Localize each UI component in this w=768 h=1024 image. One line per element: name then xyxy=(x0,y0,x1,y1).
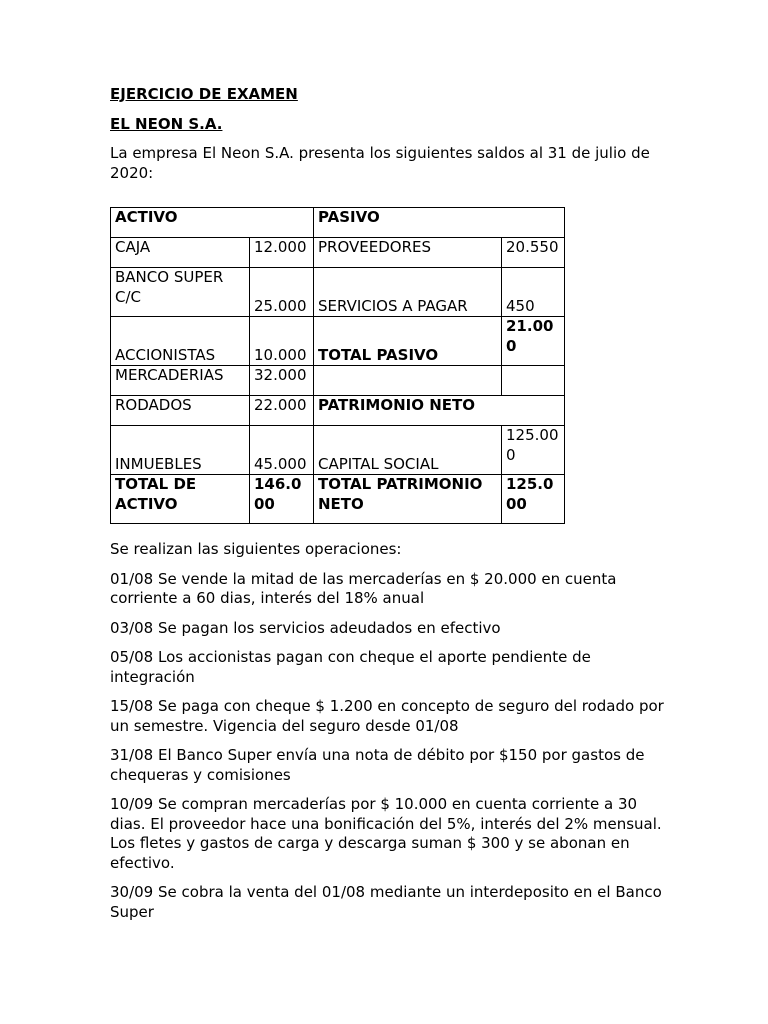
activo-value: 25.000 xyxy=(250,268,314,317)
pasivo-label: PROVEEDORES xyxy=(314,238,502,268)
table-row xyxy=(111,396,565,426)
activo-value: 32.000 xyxy=(250,366,314,396)
intro-paragraph: La empresa El Neon S.A. presenta los siguientes saldos al 31 de julio de 2020: xyxy=(110,144,650,182)
table-header-row xyxy=(111,208,565,238)
activo-value: 10.000 xyxy=(250,317,314,366)
activo-value: 45.000 xyxy=(250,426,314,475)
company-title: EL NEON S.A. xyxy=(110,115,223,133)
table-row xyxy=(111,238,565,268)
pasivo-value: 21.000 xyxy=(502,317,565,366)
table-row xyxy=(111,268,565,317)
table-row xyxy=(111,366,565,396)
pasivo-label: SERVICIOS A PAGAR xyxy=(314,268,502,317)
pasivo-value: 450 xyxy=(502,268,565,317)
operation-item: 01/08 Se vende la mitad de las mercaderías en $ 20.000 en cuenta corriente a 60 dias, interés del 18% anual xyxy=(110,569,617,607)
document-page xyxy=(110,84,670,922)
operations-intro: Se realizan las siguientes operaciones: xyxy=(110,540,402,558)
operation-item: 30/09 Se cobra la venta del 01/08 mediante un interdeposito en el Banco Super xyxy=(110,883,662,921)
operation-item: 05/08 Los accionistas pagan con cheque el aporte pendiente de integración xyxy=(110,648,591,686)
table-row xyxy=(111,317,565,366)
operation-item: 15/08 Se paga con cheque $ 1.200 en concepto de seguro del rodado por un semestre. Vigencia del seguro desde 01/08 xyxy=(110,697,664,735)
pasivo-label xyxy=(314,366,502,396)
operation-item: 03/08 Se pagan los servicios adeudados en efectivo xyxy=(110,618,501,637)
total-patrimonio-value: 125.000 xyxy=(502,475,565,524)
activo-value: 22.000 xyxy=(250,396,314,426)
total-patrimonio-label: TOTAL PATRIMONIO NETO xyxy=(314,475,502,524)
pasivo-value: 125.000 xyxy=(502,426,565,475)
activo-value: 12.000 xyxy=(250,238,314,268)
operation-item: 10/09 Se compran mercaderías por $ 10.000 en cuenta corriente a 30 dias. El proveedor hace una bonificación del 5%, interés del 2% mensual. Los fletes y gastos de carga y descarga suman $ 300 y se abonan en efectivo. xyxy=(110,795,662,872)
pasivo-label: TOTAL PASIVO xyxy=(314,317,502,366)
pasivo-value xyxy=(502,366,565,396)
total-activo-label: TOTAL DE ACTIVO xyxy=(111,475,250,524)
activo-label: MERCADERIAS xyxy=(111,366,250,396)
pasivo-header: PASIVO xyxy=(314,208,565,238)
activo-label: INMUEBLES xyxy=(111,426,250,475)
activo-header: ACTIVO xyxy=(111,208,314,238)
activo-label: BANCO SUPER C/C xyxy=(111,268,250,317)
table-row xyxy=(111,426,565,475)
patrimonio-header: PATRIMONIO NETO xyxy=(314,396,565,426)
pasivo-label: CAPITAL SOCIAL xyxy=(314,426,502,475)
activo-label: CAJA xyxy=(111,238,250,268)
pasivo-value: 20.550 xyxy=(502,238,565,268)
table-total-row xyxy=(111,475,565,524)
operation-item: 31/08 El Banco Super envía una nota de débito por $150 por gastos de chequeras y comisiones xyxy=(110,746,645,784)
activo-label: RODADOS xyxy=(111,396,250,426)
exam-title: EJERCICIO DE EXAMEN xyxy=(110,85,298,103)
activo-label: ACCIONISTAS xyxy=(111,317,250,366)
balance-table xyxy=(110,207,565,524)
total-activo-value: 146.000 xyxy=(250,475,314,524)
